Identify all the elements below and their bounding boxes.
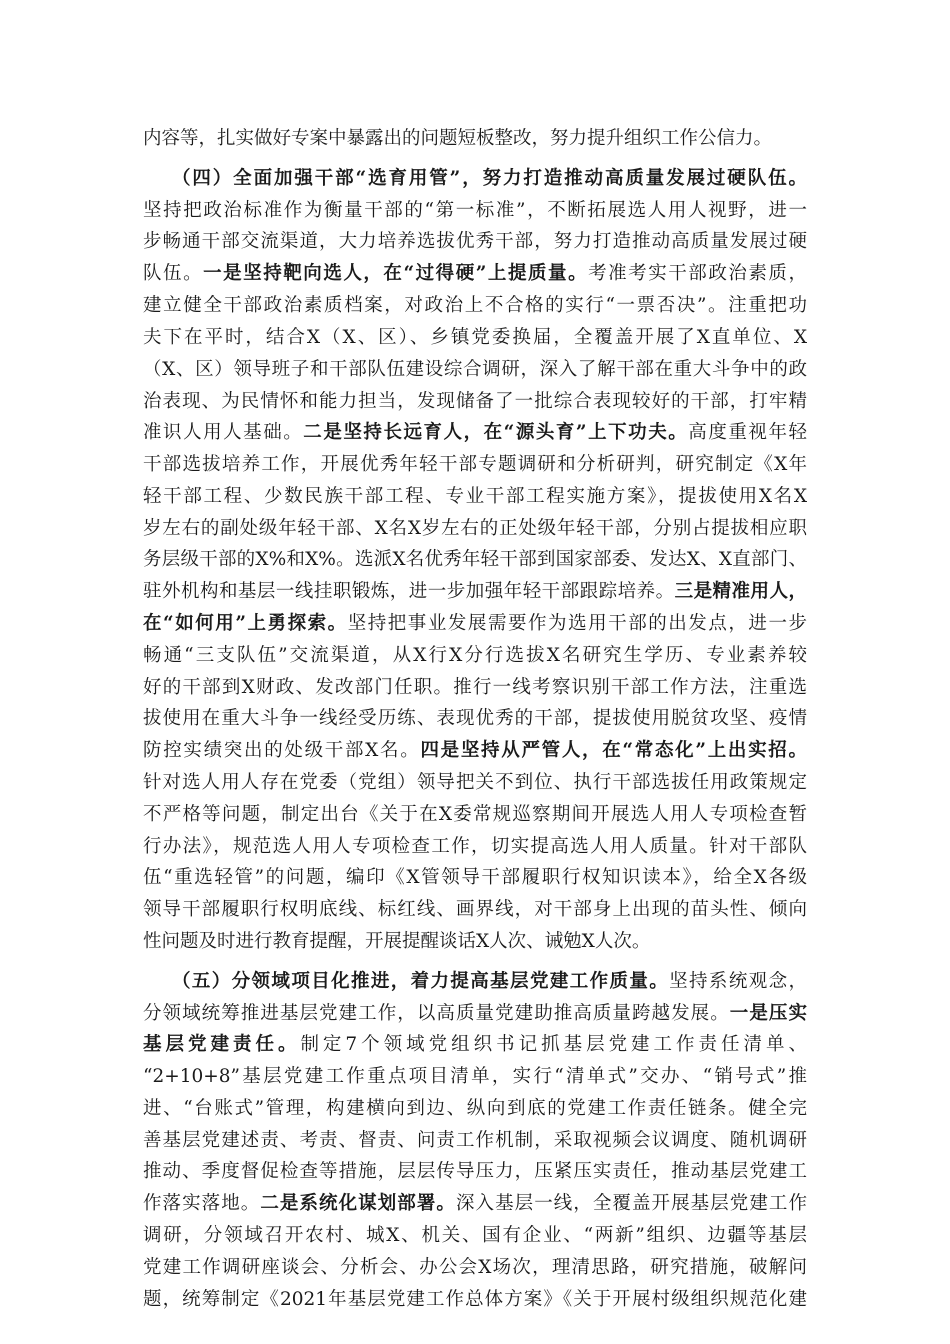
text-run: 推动、季度督促检查等措施，层层传导压力，压紧压实责任，推动基层党建工: [143, 1161, 807, 1182]
text-run: 内容等，扎实做好专案中暴露出的问题短板整改，努力提升组织工作公信力。: [143, 128, 773, 149]
text-run: 建立健全干部政治素质档案，对政治上不合格的实行“一票否决”。注重把功: [143, 295, 807, 316]
text-run: 坚持把事业发展需要作为选用干部的出发点，进一步: [347, 613, 807, 634]
text-run: 不严格等问题，制定出台《关于在X委常规巡察期间开展选人用人专项检查暂: [143, 804, 807, 825]
text-line: [143, 672, 807, 704]
text-line: [143, 1093, 807, 1125]
text-run: 高度重视年轻: [688, 422, 807, 443]
bold-text-run: 四是坚持从严管人，在“常态化”上出实招。: [420, 740, 807, 761]
text-line: [143, 1061, 807, 1093]
text-line: [143, 799, 807, 831]
text-run: “2+10+8”基层党建工作重点项目清单，实行“清单式”交办、“销号式”推: [143, 1066, 807, 1087]
text-line: [143, 703, 807, 735]
text-line: [143, 767, 807, 799]
text-line: [143, 735, 807, 767]
text-run: 党建工作调研座谈会、分析会、办公会X场次，理清思路，研究措施，破解问: [143, 1257, 807, 1278]
text-line: [143, 1188, 807, 1220]
text-line: [143, 354, 807, 386]
text-line: [143, 1156, 807, 1188]
text-run: 调研，分领域召开农村、城X、机关、国有企业、“两新”组织、边疆等基层: [143, 1225, 807, 1246]
text-run: 夫下在平时，结合X（X、区）、乡镇党委换届，全覆盖开展了X直单位、X: [143, 327, 807, 348]
text-line: [143, 290, 807, 322]
text-run: 深入基层一线，全覆盖开展基层党建工作: [455, 1193, 807, 1214]
text-line: [143, 576, 807, 608]
bold-text-run: 二是坚持长远育人，在“源头育”上下功夫。: [303, 422, 689, 443]
text-run: 岁左右的副处级年轻干部、X名X岁左右的正处级年轻干部，分别占提拔相应职: [143, 518, 807, 539]
text-line: [143, 481, 807, 513]
text-run: 行办法》，规范选人用人专项检查工作，切实提高选人用人质量。针对干部队: [143, 836, 807, 857]
text-line: [143, 608, 807, 640]
text-line: [143, 417, 807, 449]
bold-text-run: 基层党建责任。: [143, 1034, 301, 1055]
text-run: 步畅通干部交流渠道，大力培养选拔优秀干部，努力打造推动高质量发展过硬: [143, 231, 807, 252]
text-line: [143, 1284, 807, 1316]
bold-text-run: 一是压实: [729, 1003, 807, 1024]
text-run: 分领域统筹推进基层党建工作，以高质量党建助推高质量跨越发展。: [143, 1003, 730, 1024]
text-line: [143, 163, 807, 195]
text-run: 畅通“三支队伍”交流渠道，从X行X分行选拔X名研究生学历、专业素养较: [143, 645, 807, 666]
text-line: [143, 862, 807, 894]
text-line: [143, 449, 807, 481]
text-line: [143, 640, 807, 672]
text-run: 队伍。: [143, 263, 204, 284]
text-line: [143, 322, 807, 354]
text-run: 性问题及时进行教育提醒，开展提醒谈话X人次、诫勉X人次。: [143, 931, 651, 952]
text-run: （X、区）领导班子和干部队伍建设综合调研，深入了解干部在重大斗争中的政: [143, 359, 807, 380]
text-line: [143, 123, 807, 155]
bold-text-run: 在“如何用”上勇探索。: [143, 613, 348, 634]
text-run: 拔使用在重大斗争一线经受历练、表现优秀的干部，提拔使用脱贫攻坚、疫情: [143, 708, 807, 729]
text-line: [143, 926, 807, 958]
text-line: [143, 831, 807, 863]
text-run: 治表现、为民情怀和能力担当，发现储备了一批综合表现较好的干部，打牢精: [143, 391, 807, 412]
text-run: 领导干部履职行权明底线、标红线、画界线，对干部身上出现的苗头性、倾向: [143, 899, 807, 920]
text-line: [143, 195, 807, 227]
text-run: 坚持把政治标准作为衡量干部的“第一标准”，不断拓展选人用人视野，进一: [143, 200, 807, 221]
text-run: 针对选人用人存在党委（党组）领导把关不到位、执行干部选拔任用政策规定: [143, 772, 807, 793]
text-line: [143, 544, 807, 576]
text-run: 轻干部工程、少数民族干部工程、专业干部工程实施方案》，提拔使用X名X: [143, 486, 807, 507]
text-line: [143, 998, 807, 1030]
text-run: 善基层党建述责、考责、督责、问责工作机制，采取视频会议调度、随机调研: [143, 1130, 807, 1151]
text-line: [143, 1125, 807, 1157]
text-run: 作落实落地。: [143, 1193, 261, 1214]
text-run: 驻外机构和基层一线挂职锻炼，进一步加强年轻干部跟踪培养。: [143, 581, 675, 602]
text-line: [143, 258, 807, 290]
text-run: 防控实绩突出的处级干部X名。: [143, 740, 421, 761]
bold-text-run: 二是系统化谋划部署。: [260, 1193, 456, 1214]
text-run: 制定7个领域党组织书记抓基层党建工作责任清单、: [300, 1034, 807, 1055]
bold-text-run: （五）分领域项目化推进，着力提高基层党建工作质量。: [172, 971, 670, 992]
text-run: 准识人用人基础。: [143, 422, 304, 443]
text-run: 考准考实干部政治素质，: [588, 263, 807, 284]
text-line: [143, 894, 807, 926]
text-line: [143, 226, 807, 258]
text-line: [143, 1029, 807, 1061]
text-run: 务层级干部的X%和X%。选派X名优秀年轻干部到国家部委、发达X、X直部门、: [143, 549, 807, 570]
text-run: 题，统筹制定《2021年基层党建工作总体方案》《关于开展村级组织规范化建: [143, 1289, 807, 1310]
text-line: [143, 386, 807, 418]
text-run: 伍“重选轻管”的问题，编印《X管领导干部履职行权知识读本》，给全X各级: [143, 867, 807, 888]
text-line: [143, 966, 807, 998]
text-line: [143, 513, 807, 545]
bold-text-run: 一是坚持靶向选人，在“过得硬”上提质量。: [203, 263, 589, 284]
bold-text-run: （四）全面加强干部“选育用管”，努力打造推动高质量发展过硬队伍。: [172, 168, 807, 189]
text-run: 干部选拔培养工作，开展优秀年轻干部专题调研和分析研判，研究制定《X年: [143, 454, 807, 475]
text-run: 进、“台账式”管理，构建横向到边、纵向到底的党建工作责任链条。健全完: [143, 1098, 807, 1119]
text-line: [143, 1252, 807, 1284]
text-line: [143, 1220, 807, 1252]
bold-text-run: 三是精准用人，: [674, 581, 807, 602]
text-run: 坚持系统观念，: [669, 971, 807, 992]
text-run: 好的干部到X财政、发改部门任职。推行一线考察识别干部工作方法，注重选: [143, 677, 807, 698]
